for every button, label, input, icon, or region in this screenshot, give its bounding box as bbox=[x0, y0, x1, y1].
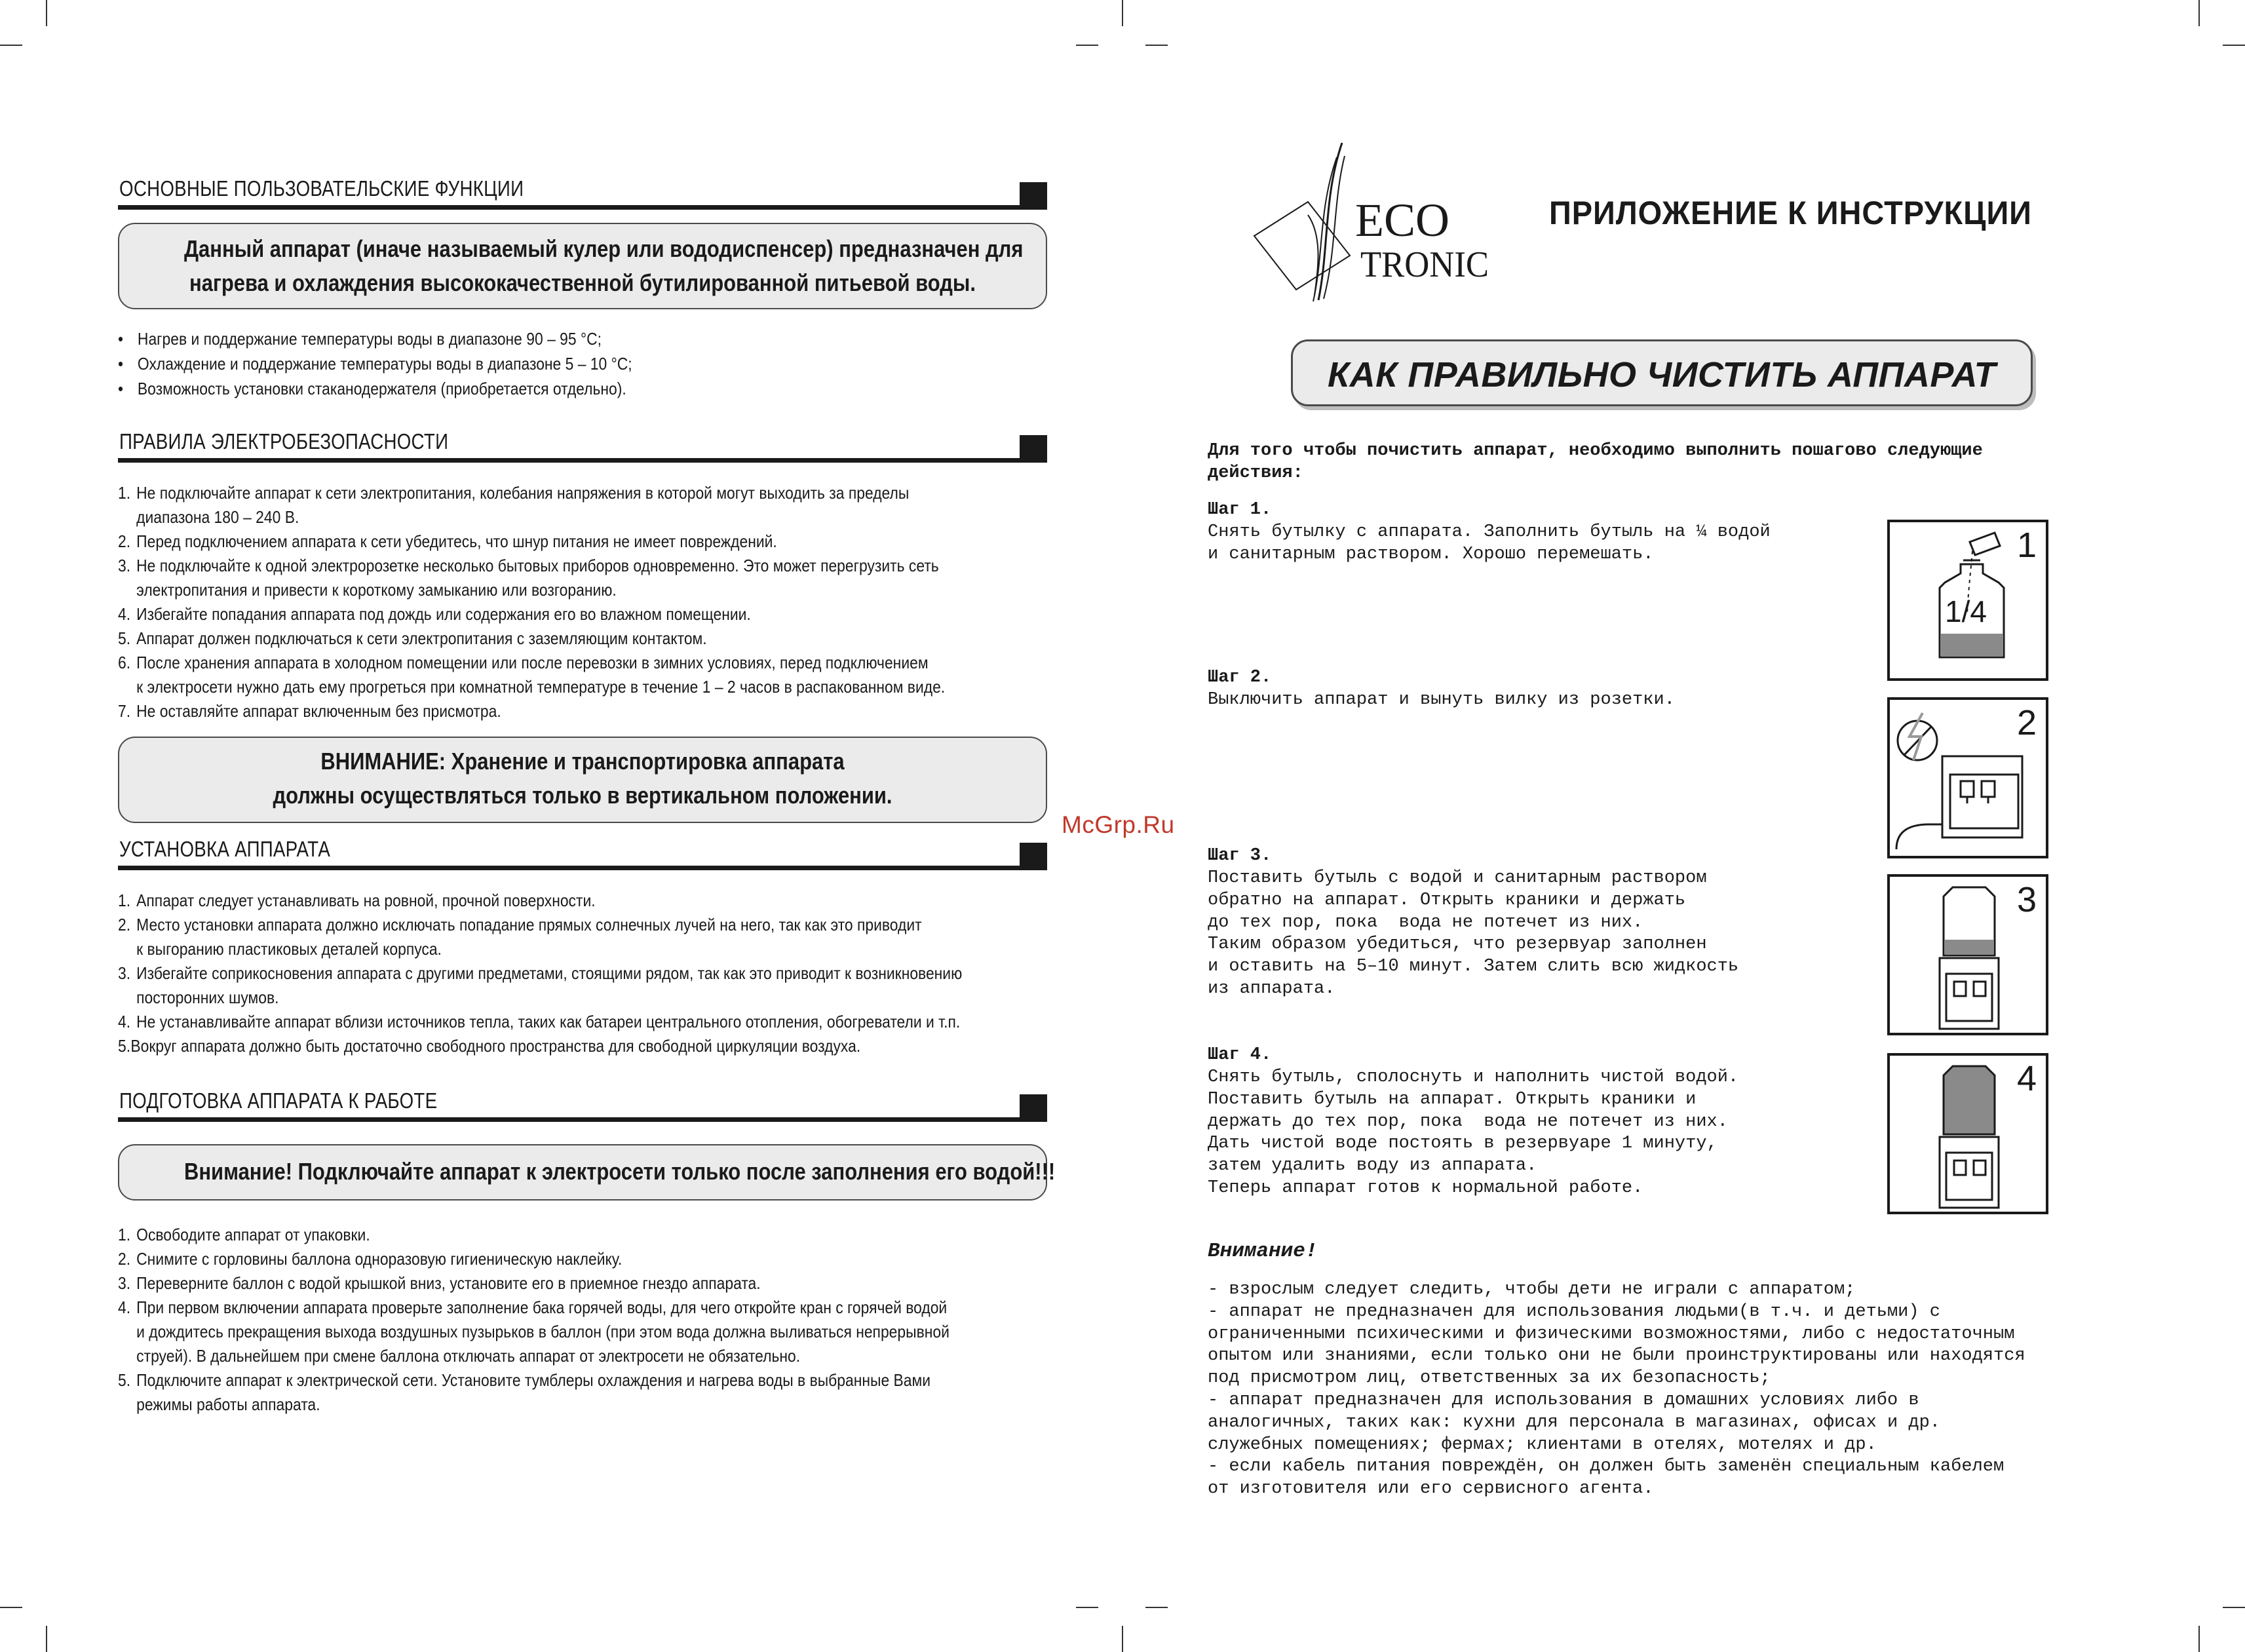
figure-number: 4 bbox=[2016, 1059, 2037, 1098]
section-title: ОСНОВНЫЕ ПОЛЬЗОВАТЕЛЬСКИЕ ФУНКЦИИ bbox=[119, 176, 524, 201]
list-item: 3. Избегайте соприкосновения аппарата с другими предметами, стоящими рядом, так как это приводит к возникновению bbox=[118, 963, 963, 983]
list-item: 6. После хранения аппарата в холодном помещении или после перевозки в зимних условиях, перед подключением bbox=[118, 653, 929, 672]
step-text: Поставить бутыль с водой и санитарным раствором обратно на аппарат. Открыть краники и держать до тех пор, пока вода не потечет из них. Таким образом убедиться, что резервуар заполнен и оставить на 5–10 минут. Затем слить всю жидкость из аппарата. bbox=[1208, 868, 1739, 999]
warning-line: должны осуществляться только в вертикальном положении. bbox=[273, 782, 892, 809]
attention-title: Внимание! bbox=[1208, 1240, 1318, 1263]
list-item-cont: диапазона 180 – 240 В. bbox=[136, 507, 299, 527]
purpose-line: Данный аппарат (иначе называемый кулер или вододиспенсер) предназначен для bbox=[183, 235, 1024, 262]
crop-mark bbox=[2223, 1607, 2245, 1608]
ecotronic-logo bbox=[1245, 138, 1507, 308]
step-label: Шаг 3. bbox=[1208, 846, 1272, 866]
step-label: Шаг 1. bbox=[1208, 500, 1272, 520]
figure-number: 1 bbox=[2016, 526, 2037, 565]
storage-warning-box bbox=[118, 737, 1047, 823]
crop-mark bbox=[46, 0, 47, 26]
list-item: 3. Переверните баллон с водой крышкой вниз, установите его в приемное гнездо аппарата. bbox=[118, 1273, 761, 1293]
list-item: 4. При первом включении аппарата проверьте заполнение бака горячей воды, для чего откройте кран с горячей водой bbox=[118, 1297, 948, 1317]
crop-mark bbox=[1122, 1626, 1123, 1652]
step-4-figure bbox=[1887, 1053, 2048, 1214]
section-title: ПОДГОТОВКА АППАРАТА К РАБОТЕ bbox=[119, 1088, 438, 1113]
list-item: 4. Не устанавливайте аппарат вблизи источников тепла, таких как батареи центрального отопления, обогреватели и т.п. bbox=[118, 1012, 961, 1031]
list-item: • Нагрев и поддержание температуры воды в диапазоне 90 – 95 °C; bbox=[118, 326, 632, 351]
crop-mark bbox=[2198, 1626, 2200, 1652]
section-title: УСТАНОВКА АППАРАТА bbox=[119, 837, 331, 861]
step-label: Шаг 2. bbox=[1208, 668, 1272, 687]
crop-mark bbox=[46, 1626, 47, 1652]
purpose-line: нагрева и охлаждения высококачественной бутилированной питьевой воды. bbox=[189, 269, 976, 296]
section-marker bbox=[1020, 182, 1047, 210]
crop-mark bbox=[1076, 1607, 1098, 1608]
list-item-cont: и дождитесь прекращения выхода воздушных пузырьков в баллон (при этом вода должна выливаться непрерывной bbox=[136, 1322, 950, 1341]
list-item: 7. Не оставляйте аппарат включенным без присмотра. bbox=[118, 701, 501, 721]
logo-tronic-text: TRONIC bbox=[1360, 244, 1489, 285]
section-marker bbox=[1020, 1094, 1047, 1122]
intro-text: Для того чтобы почистить аппарат, необходимо выполнить пошагово следующие действия: bbox=[1208, 441, 1983, 483]
section-header-electrical-safety bbox=[118, 429, 1047, 463]
figure-number: 3 bbox=[2016, 880, 2037, 919]
crop-mark bbox=[0, 45, 22, 46]
attention-text: - взрослым следует следить, чтобы дети не играли с аппаратом; - аппарат не предназначен для использования людьми(в т.ч. и детьми) с ограниченными психическими и физическими возможностями, либо с недостаточным опытом или знаниями, если только они не были проинструктированы или находятся под присмотром лиц, ответственных за их безопасность; - аппарат предназначен для использования в домашних условиях либо в аналогичных, таких как: кухни для персонала в магазинах, офисах и др. служебных помещениях; фермах; клиентами в отелях, мотелях и др. - если кабель питания повреждён, он должен быть заменён специальным кабелем от изготовителя или его сервисного агента. bbox=[1208, 1280, 2025, 1499]
list-item: 1. Не подключайте аппарат к сети электропитания, колебания напряжения в которой могут выходить за пределы bbox=[118, 483, 910, 503]
crop-mark bbox=[1122, 0, 1123, 26]
crop-mark bbox=[2198, 0, 2200, 26]
safety-list bbox=[118, 481, 1058, 723]
feature-list bbox=[118, 326, 702, 401]
connect-warning-box bbox=[118, 1144, 1056, 1201]
list-item-cont: струей). В дальнейшем при смене баллона отключать аппарат от электросети не обязательно. bbox=[136, 1346, 801, 1366]
list-item: • Возможность установки стаканодержателя (приобретается отдельно). bbox=[118, 376, 632, 401]
page-title: ПРИЛОЖЕНИЕ К ИНСТРУКЦИИ bbox=[1549, 195, 2032, 231]
list-item: 2. Место установки аппарата должно исключать попадание прямых солнечных лучей на него, так как это приводит bbox=[118, 915, 922, 934]
list-item: 2. Снимите с горловины баллона одноразовую гигиеническую наклейку. bbox=[118, 1249, 623, 1269]
full-bottle-dispenser-icon bbox=[1890, 1056, 2047, 1213]
preparation-list bbox=[118, 1223, 1063, 1417]
logo-eco-text: ECO bbox=[1355, 194, 1449, 246]
list-item: 2. Перед подключением аппарата к сети убедитесь, что шнур питания не имеет повреждений. bbox=[118, 531, 777, 551]
dispenser-bottle-icon bbox=[1890, 877, 2047, 1034]
crop-mark bbox=[1076, 45, 1098, 46]
section-header-preparation bbox=[118, 1088, 1047, 1122]
figure-number: 2 bbox=[2016, 703, 2037, 742]
list-item: 3. Не подключайте к одной электророзетке несколько бытовых приборов одновременно. Это может перегрузить сеть bbox=[118, 556, 939, 575]
unplug-icon bbox=[1890, 700, 2047, 857]
cleaning-banner bbox=[1291, 339, 2033, 406]
section-marker bbox=[1020, 843, 1047, 870]
step-1-figure bbox=[1887, 520, 2048, 681]
crop-mark bbox=[0, 1607, 22, 1608]
installation-list bbox=[118, 889, 1077, 1058]
step-text: Снять бутыль, сполоснуть и наполнить чистой водой. Поставить бутыль на аппарат. Открыть краники и держать до тех пор, пока вода не потечет из них. Дать чистой воде постоять в резервуаре 1 минуту, затем удалить воду из аппарата. Теперь аппарат готов к нормальной работе. bbox=[1208, 1067, 1739, 1198]
list-item: 5.Вокруг аппарата должно быть достаточно свободного пространства для свободной циркуляции воздуха. bbox=[118, 1036, 861, 1056]
list-item: 5. Аппарат должен подключаться к сети электропитания с заземляющим контактом. bbox=[118, 628, 707, 648]
step-text: Снять бутылку с аппарата. Заполнить бутыль на ¼ водой и санитарным раствором. Хорошо перемешать. bbox=[1208, 522, 1771, 564]
step-2-figure bbox=[1887, 697, 2048, 858]
list-item-cont: к выгоранию пластиковых деталей корпуса. bbox=[136, 939, 442, 959]
crop-mark bbox=[2223, 45, 2245, 46]
step-3-figure bbox=[1887, 874, 2048, 1035]
crop-mark bbox=[1145, 1607, 1168, 1608]
list-item-cont: посторонних шумов. bbox=[136, 988, 279, 1007]
list-item: 1. Освободите аппарат от упаковки. bbox=[118, 1225, 370, 1244]
list-item-cont: к электросети нужно дать ему прогреться при комнатной температуре в течение 1 – 2 часов в распакованном виде. bbox=[136, 677, 946, 697]
list-item-cont: режимы работы аппарата. bbox=[136, 1394, 320, 1414]
list-item: 1. Аппарат следует устанавливать на ровной, прочной поверхности. bbox=[118, 891, 596, 910]
fill-ratio-label: 1/4 bbox=[1945, 594, 1987, 628]
purpose-box bbox=[118, 223, 1047, 309]
crop-mark bbox=[1145, 45, 1168, 46]
section-header-installation bbox=[118, 837, 1047, 870]
watermark: McGrp.Ru bbox=[1062, 811, 1175, 838]
list-item: 4. Избегайте попадания аппарата под дождь или содержания его во влажном помещении. bbox=[118, 604, 751, 624]
list-item: 5. Подключите аппарат к электрической сети. Установите тумблеры охлаждения и нагрева воды в выбранные Вами bbox=[118, 1370, 931, 1390]
section-marker bbox=[1020, 435, 1047, 463]
warning-line: ВНИМАНИЕ: Хранение и транспортировка аппарата bbox=[320, 748, 845, 775]
warning-line: Внимание! Подключайте аппарат к электросети только после заполнения его водой!!! bbox=[183, 1158, 1056, 1185]
list-item: • Охлаждение и поддержание температуры воды в диапазоне 5 – 10 °C; bbox=[118, 351, 632, 376]
list-item-cont: электропитания и привести к короткому замыканию или возгоранию. bbox=[136, 580, 617, 600]
section-header-functions bbox=[118, 176, 1047, 210]
bottle-fill-icon bbox=[1890, 522, 2047, 680]
step-text: Выключить аппарат и вынуть вилку из розетки. bbox=[1208, 690, 1675, 710]
section-title: ПРАВИЛА ЭЛЕКТРОБЕЗОПАСНОСТИ bbox=[119, 429, 449, 453]
banner-title: КАК ПРАВИЛЬНО ЧИСТИТЬ АППАРАТ bbox=[1327, 355, 1997, 394]
step-label: Шаг 4. bbox=[1208, 1045, 1272, 1065]
